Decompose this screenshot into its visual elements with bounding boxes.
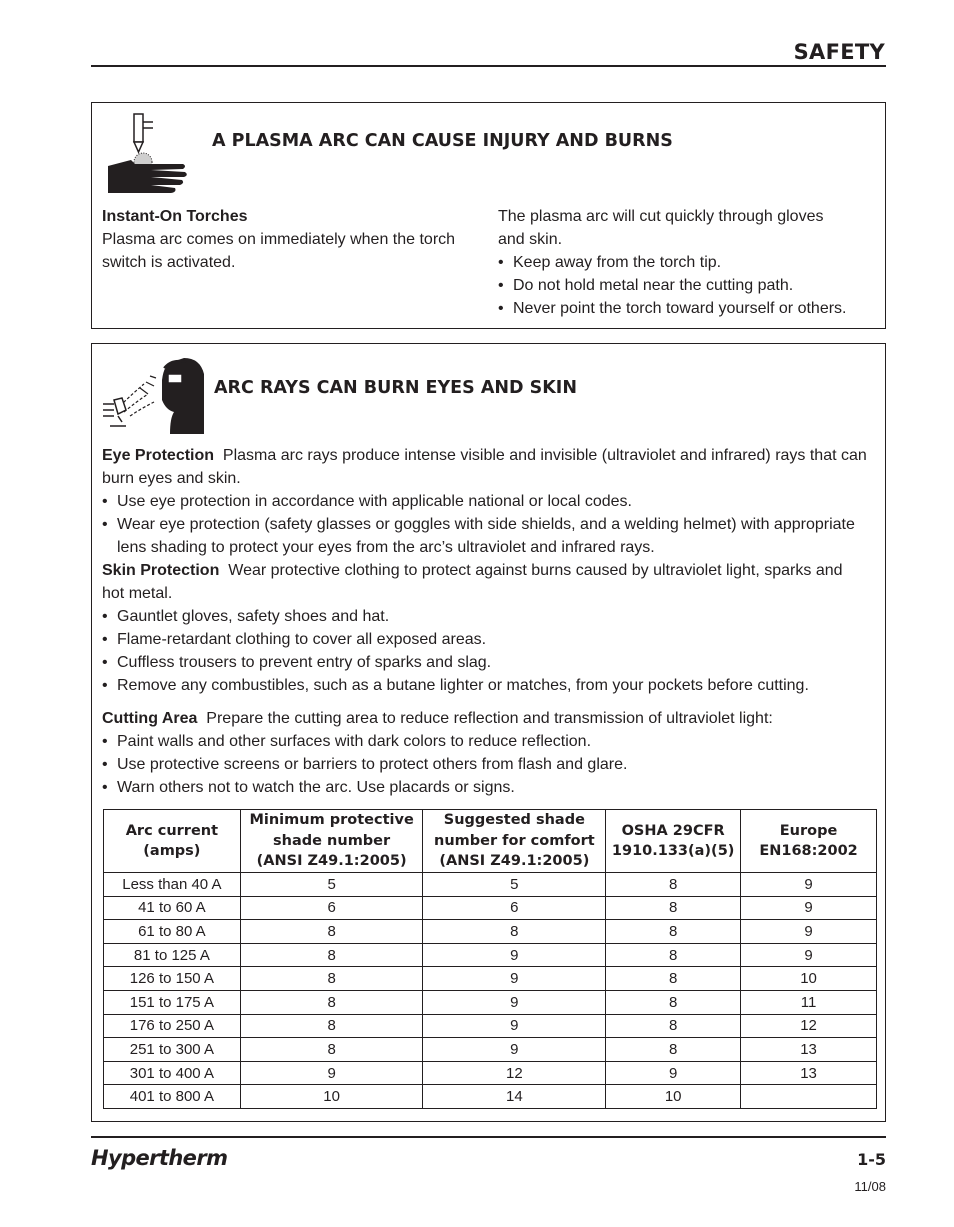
welder-helmet-arc-rays-icon	[100, 354, 204, 434]
table-cell: 9	[423, 943, 606, 967]
col-header-osha: OSHA 29CFR 1910.133(a)(5)	[606, 810, 741, 873]
table-cell: 5	[423, 873, 606, 897]
table-row	[104, 896, 877, 920]
table-cell: 81 to 125 A	[104, 943, 241, 967]
list-item: • Keep away from the torch tip.	[498, 251, 878, 274]
list-item-line: • Wear eye protection (safety glasses or goggles with side shields, and a welding helmet) with appropriate	[117, 516, 855, 533]
table-cell: 6	[240, 896, 423, 920]
table-cell: 14	[423, 1085, 606, 1109]
bottom-divider	[91, 1136, 886, 1138]
instant-on-line: switch is activated.	[102, 254, 236, 271]
plasma-warning-heading: A PLASMA ARC CAN CAUSE INJURY AND BURNS	[212, 131, 673, 151]
arc-rays-heading: ARC RAYS CAN BURN EYES AND SKIN	[214, 378, 577, 398]
table-cell	[741, 1085, 877, 1109]
table-row	[104, 873, 877, 897]
cutting-area-label: Cutting Area	[102, 710, 198, 727]
eye-protection-text: Plasma arc rays produce intense visible and invisible (ultraviolet and infrared) rays that can	[222, 447, 867, 464]
table-cell: 9	[741, 873, 877, 897]
list-item: • Never point the torch toward yourself or others.	[498, 297, 878, 320]
table-row	[104, 1085, 877, 1109]
table-cell: 8	[240, 990, 423, 1014]
table-cell: 8	[240, 967, 423, 991]
table-cell: 8	[606, 896, 741, 920]
table-cell: 301 to 400 A	[104, 1061, 241, 1085]
table-cell: 8	[606, 990, 741, 1014]
list-item	[102, 513, 872, 559]
table-row	[104, 920, 877, 944]
table-row	[104, 1014, 877, 1038]
plasma-arc-warning-box	[91, 102, 886, 329]
page-number: 1-5	[857, 1150, 886, 1169]
list-item: • Use eye protection in accordance with applicable national or local codes.	[102, 490, 872, 513]
table-cell: Less than 40 A	[104, 873, 241, 897]
table-row	[104, 1061, 877, 1085]
skin-protection-label: Skin Protection	[102, 562, 220, 579]
list-item: • Flame-retardant clothing to cover all exposed areas.	[102, 628, 872, 651]
table-cell: 8	[606, 943, 741, 967]
table-cell: 251 to 300 A	[104, 1038, 241, 1062]
table-cell: 8	[240, 920, 423, 944]
table-cell: 13	[741, 1061, 877, 1085]
col-header-europe: Europe EN168:2002	[741, 810, 877, 873]
table-header-row	[104, 810, 877, 873]
skin-protection-text: hot metal.	[102, 585, 173, 602]
table-cell: 5	[240, 873, 423, 897]
table-cell: 9	[741, 943, 877, 967]
eye-protection-text: burn eyes and skin.	[102, 470, 241, 487]
col-header-suggested-shade: Suggested shade number for comfort (ANSI Z49.1:2005)	[423, 810, 606, 873]
skin-protection-text: Wear protective clothing to protect against burns caused by ultraviolet light, sparks and	[228, 562, 843, 579]
top-divider	[91, 65, 886, 67]
table-cell: 8	[606, 967, 741, 991]
table-cell: 9	[240, 1061, 423, 1085]
list-item-line: lens shading to protect your eyes from the arc’s ultraviolet and infrared rays.	[117, 539, 655, 556]
table-cell: 8	[240, 1038, 423, 1062]
revision-date: 11/08	[854, 1179, 886, 1194]
table-cell: 10	[741, 967, 877, 991]
table-row	[104, 967, 877, 991]
table-cell: 8	[606, 920, 741, 944]
table-cell: 10	[606, 1085, 741, 1109]
table-cell: 10	[240, 1085, 423, 1109]
table-cell: 9	[423, 1038, 606, 1062]
eye-protection-section	[102, 444, 872, 697]
col-header-minimum-shade: Minimum protective shade number (ANSI Z49.1:2005)	[240, 810, 423, 873]
table-row	[104, 1038, 877, 1062]
table-cell: 41 to 60 A	[104, 896, 241, 920]
table-cell: 61 to 80 A	[104, 920, 241, 944]
instant-on-line: Plasma arc comes on immediately when the torch	[102, 231, 456, 248]
list-item: • Paint walls and other surfaces with dark colors to reduce reflection.	[102, 730, 872, 753]
table-cell: 176 to 250 A	[104, 1014, 241, 1038]
list-item: • Warn others not to watch the arc. Use placards or signs.	[102, 776, 872, 799]
table-cell: 126 to 150 A	[104, 967, 241, 991]
cutting-area-section	[102, 707, 872, 799]
list-item: • Cuffless trousers to prevent entry of sparks and slag.	[102, 651, 872, 674]
table-row	[104, 990, 877, 1014]
table-cell: 11	[741, 990, 877, 1014]
list-item: • Use protective screens or barriers to protect others from flash and glare.	[102, 753, 872, 776]
table-cell: 12	[423, 1061, 606, 1085]
table-cell: 8	[240, 1014, 423, 1038]
table-cell: 151 to 175 A	[104, 990, 241, 1014]
table-cell: 8	[240, 943, 423, 967]
eye-protection-label: Eye Protection	[102, 447, 215, 464]
shade-number-table	[103, 809, 877, 1109]
table-cell: 8	[606, 1014, 741, 1038]
table-cell: 9	[423, 990, 606, 1014]
table-row	[104, 943, 877, 967]
plasma-burn-line: The plasma arc will cut quickly through gloves	[498, 208, 824, 225]
col-header-arc-current: Arc current (amps)	[104, 810, 241, 873]
list-item: • Do not hold metal near the cutting path.	[498, 274, 878, 297]
table-cell: 12	[741, 1014, 877, 1038]
table-cell: 9	[606, 1061, 741, 1085]
table-cell: 9	[423, 1014, 606, 1038]
table-cell: 8	[606, 873, 741, 897]
section-title: SAFETY	[793, 40, 885, 64]
brand-logo: Hypertherm	[91, 1146, 228, 1170]
table-cell: 8	[423, 920, 606, 944]
list-item: • Remove any combustibles, such as a butane lighter or matches, from your pockets before cutting.	[102, 674, 872, 697]
plasma-burn-column	[498, 205, 878, 320]
table-cell: 9	[423, 967, 606, 991]
plasma-burn-line: and skin.	[498, 231, 563, 248]
instant-on-column	[102, 205, 472, 274]
table-cell: 8	[606, 1038, 741, 1062]
table-cell: 6	[423, 896, 606, 920]
table-cell: 9	[741, 896, 877, 920]
list-item: • Gauntlet gloves, safety shoes and hat.	[102, 605, 872, 628]
table-cell: 401 to 800 A	[104, 1085, 241, 1109]
table-cell: 13	[741, 1038, 877, 1062]
plasma-torch-hand-icon	[105, 110, 191, 196]
cutting-area-text: Prepare the cutting area to reduce reflection and transmission of ultraviolet light:	[206, 710, 773, 727]
table-cell: 9	[741, 920, 877, 944]
instant-on-subheading: Instant-On Torches	[102, 208, 248, 225]
